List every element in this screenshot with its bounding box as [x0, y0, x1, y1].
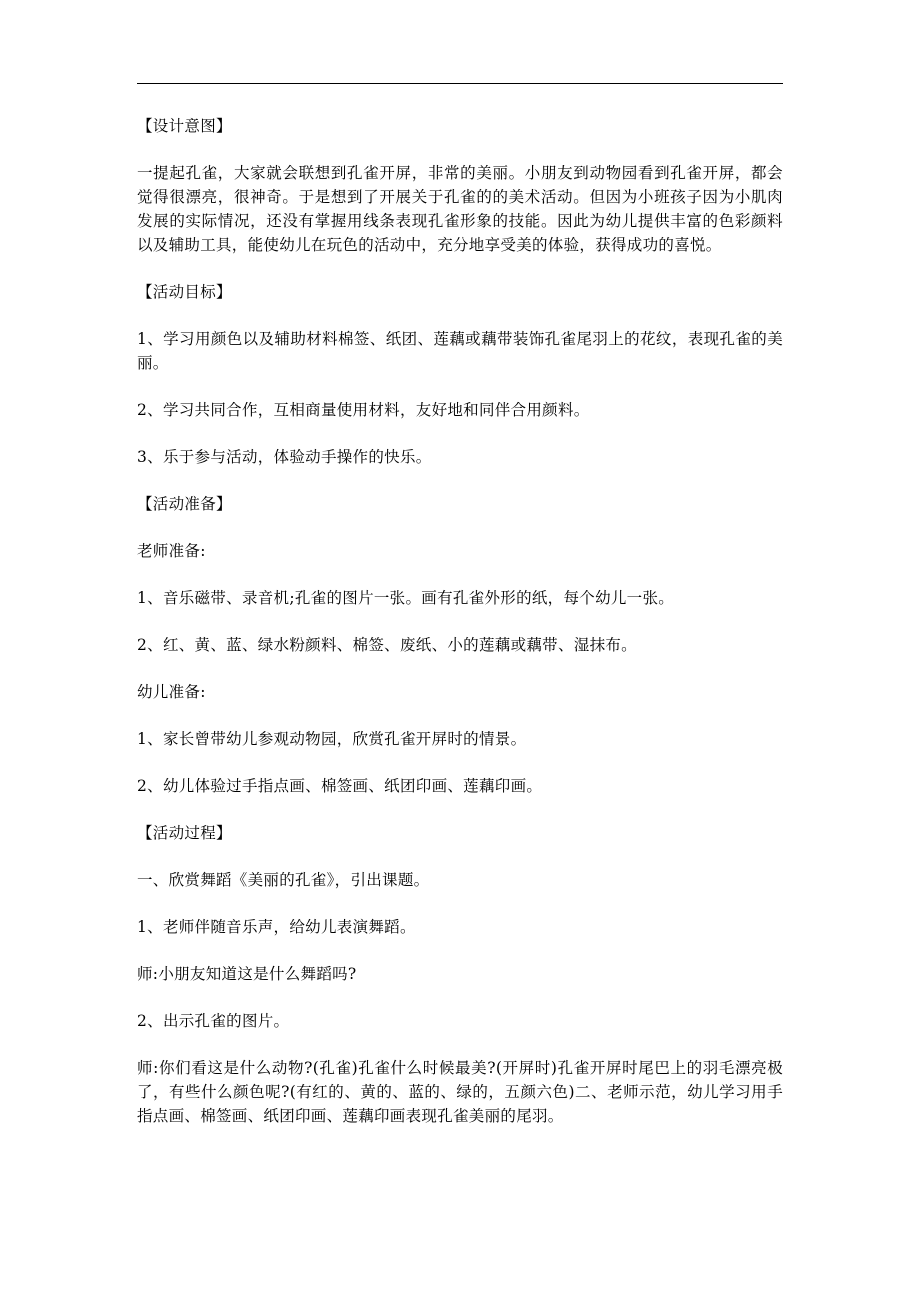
section-heading-activity-preparation: 【活动准备】	[137, 495, 232, 513]
child-preparation-item-1: 1、家长曾带幼儿参观动物园，欣赏孔雀开屏时的情景。	[137, 730, 527, 748]
process-substep-2: 2、出示孔雀的图片。	[137, 1012, 290, 1030]
goal-item-1: 1、学习用颜色以及辅助材料棉签、纸团、莲藕或藕带装饰孔雀尾羽上的花纹，表现孔雀的美丽。	[137, 330, 783, 372]
teacher-preparation-label: 老师准备:	[137, 542, 206, 560]
teacher-preparation-item-1: 1、音乐磁带、录音机;孔雀的图片一张。画有孔雀外形的纸，每个幼儿一张。	[137, 589, 675, 607]
child-preparation-label: 幼儿准备:	[137, 683, 206, 701]
header-rule	[137, 83, 783, 84]
teacher-preparation-item-2: 2、红、黄、蓝、绿水粉颜料、棉签、废纸、小的莲藕或藕带、湿抹布。	[137, 636, 637, 654]
teacher-question-1: 师:小朋友知道这是什么舞蹈吗?	[137, 965, 357, 983]
section-heading-activity-process: 【活动过程】	[137, 824, 232, 842]
goal-item-2: 2、学习共同合作，互相商量使用材料，友好地和同伴合用颜料。	[137, 401, 590, 419]
teacher-question-2: 师:你们看这是什么动物?(孔雀)孔雀什么时候最美?(开屏时)孔雀开屏时尾巴上的羽毛漂亮极了，有些什么颜色呢?(有红的、黄的、蓝的、绿的，五颜六色)二、老师示范，幼儿学习用手指点画、棉签画、纸团印画、莲藕印画表现孔雀美丽的尾羽。	[137, 1059, 783, 1125]
design-intent-paragraph: 一提起孔雀，大家就会联想到孔雀开屏，非常的美丽。小朋友到动物园看到孔雀开屏，都会觉得很漂亮，很神奇。于是想到了开展关于孔雀的的美术活动。但因为小班孩子因为小肌肉发展的实际情况，还没有掌握用线条表现孔雀形象的技能。因此为幼儿提供丰富的色彩颜料以及辅助工具，能使幼儿在玩色的活动中，充分地享受美的体验，获得成功的喜悦。	[137, 164, 783, 254]
goal-item-3: 3、乐于参与活动，体验动手操作的快乐。	[137, 448, 432, 466]
process-step-1: 一、欣赏舞蹈《美丽的孔雀》，引出课题。	[137, 871, 430, 889]
process-substep-1: 1、老师伴随音乐声，给幼儿表演舞蹈。	[137, 918, 416, 936]
child-preparation-item-2: 2、幼儿体验过手指点画、棉签画、纸团印画、莲藕印画。	[137, 777, 543, 795]
document-body	[137, 114, 783, 1151]
section-heading-activity-goals: 【活动目标】	[137, 283, 232, 301]
section-heading-design-intent: 【设计意图】	[137, 117, 232, 135]
